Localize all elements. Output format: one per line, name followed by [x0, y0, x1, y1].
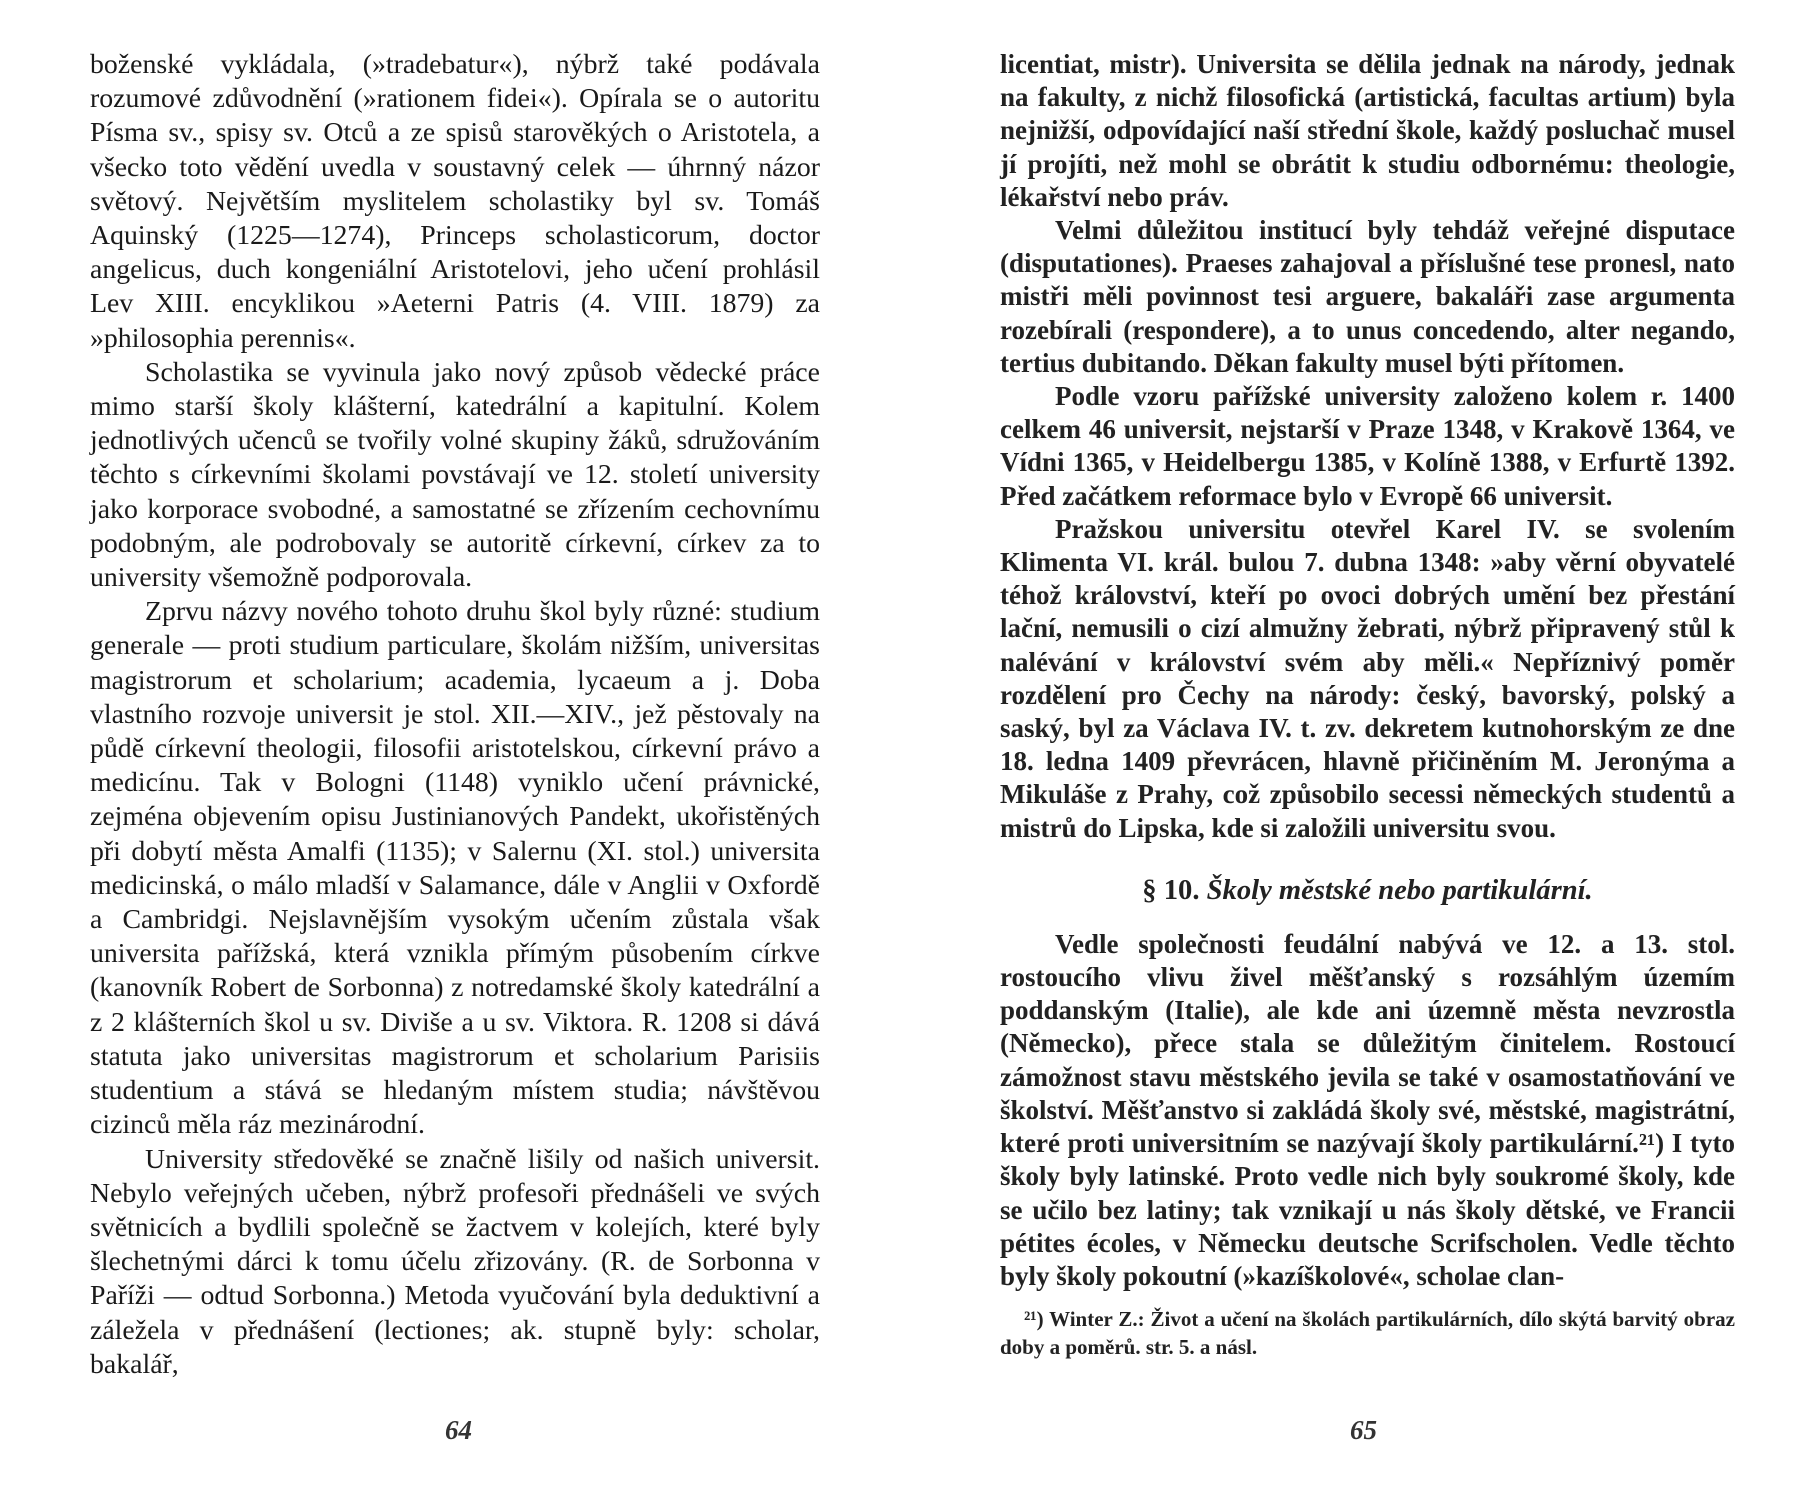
left-paragraph-2: Scholastika se vyvinula jako nový způsob vědecké práce mimo starší školy klášterní, katedrální a kapitulní. Kolem jednotlivých učenců se tvořily volné skupiny žáků, sdružováním těchto s církevními školami povstávají ve 12. století university jako korporace svobodné, a samostatné se zřízením cechovnímu podobným, ale podrobovaly se autoritě církevní, církev za to university všemožně podporovala. [90, 356, 820, 594]
section-title: Školy městské nebo partikulární. [1206, 874, 1593, 906]
left-paragraph-4: University středověké se značně lišily od našich universit. Nebylo veřejných učeben, nýbrž profesoři přednášeli ve svých světnicích a bydlili společně se žactvem v kolejích, které byly šlechetnými dárci k tomu účelu zřizovány. (R. de Sorbonna v Paříži — odtud Sorbonna.) Metoda vyučování byla deduktivní a záležela v přednášení (lectiones; ak. stupně byly: scholar, bakalář, [90, 1143, 820, 1380]
left-text-column [90, 48, 820, 1382]
page-number-left: 64 [445, 1415, 472, 1445]
right-paragraph-4: Pražskou universitu otevřel Karel IV. se svolením Klimenta VI. král. bulou 7. dubna 1348: »aby věrní obyvatelé téhož království, kteří po ovoci dobrých umění bez přestání lační, nemusili o cizí almužny žebrati, nýbrž připravený stůl k nalévání v království svém aby měli.« Nepříznivý poměr rozdělení pro Čechy na národy: český, bavorský, polský a saský, byl za Václava IV. t. zv. dekretem kutnohorským ze dne 18. ledna 1409 převrácen, hlavně přičiněním M. Jeronýma a Mikuláše z Prahy, což způsobilo secessi německých studentů a mistrů do Lipska, kde si založili universitu svou. [1000, 513, 1735, 843]
section-number: § 10. [1142, 874, 1200, 906]
left-paragraph-3: Zprvu názvy nového tohoto druhu škol byly různé: studium generale — proti studium particulare, školám nižším, universitas magistrorum et scholarium; academia, lycaeum a j. Doba vlastního rozvoje universit je stol. XII.—XIV., jež pěstovaly na půdě církevní theologii, filosofii aristotelskou, církevní právo a medicínu. Tak v Bologni (1148) vyniklo učení právnické, zejména objevením opisu Justinianových Pandekt, ukořistěných při dobytí města Amalfi (1135); v Salernu (XI. stol.) universita medicinská, o málo mladší v Salamance, dále v Anglii v Oxfordě a Cambridgi. Nejslavnějším vysokým učením zůstala však universita pařížská, která vznikla přímým působením církve (kanovník Robert de Sorbonna) z notredamské školy katedrální a z 2 klášterních škol u sv. Diviše a u sv. Viktora. R. 1208 si dává statuta jako universitas magistrorum et scholarium Parisiis studentium a stává se hledaným místem studia; návštěvou cizinců měla ráz mezinárodní. [90, 596, 820, 1141]
footnote: ²¹) Winter Z.: Život a učení na školách partikulárních, dílo skýtá barvitý obraz doby a poměrů. str. 5. a násl. [1000, 1307, 1735, 1360]
right-paragraph-5: Vedle společnosti feudální nabývá ve 12. a 13. stol. rostoucího vlivu živel měšťanský s rozsáhlým územím poddanským (Italie), ale kde ani územně města nevzrostla (Německo), přece stala se důležitým činitelem. Rostoucí zámožnost stavu městského jevila se také v osamostatňování ve školství. Měšťanstvo si zakládá školy své, městské, magistrátní, které proti universitním se nazývají školy partikulární.²¹) I tyto školy byly latinské. Proto vedle nich byly soukromé školy, kde se učilo bez latiny; tak vznikají u nás školy dětské, ve Francii pétites écoles, v Německu deutsche Scrifscholen. Vedle těchto byly školy pokoutní (»kazíškolové«, scholae clan- [1000, 928, 1735, 1291]
page-number-right: 65 [1350, 1415, 1377, 1445]
right-paragraph-1: licentiat, mistr). Universita se dělila jednak na národy, jednak na fakulty, z nichž filosofická (artistická, facultas artium) byla nejnižší, odpovídající naší střední škole, každý posluchač musel jí projíti, než mohl se obrátit k studiu odbornému: theologie, lékařství nebo práv. [1000, 49, 1735, 212]
right-page [905, 0, 1810, 1500]
left-paragraph-1: boženské vykládala, (»tradebatur«), nýbrž také podávala rozumové zdůvodnění (»rationem fidei«). Opírala se o autoritu Písma sv., spisy sv. Otců a ze spisů starověkých o Aristotela, a všecko toto vědění uvedla v soustavný celek — úhrnný názor světový. Největším myslitelem scholastiky byl sv. Tomáš Aquinský (1225—1274), Princeps scholasticorum, doctor angelicus, duch kongeniální Aristotelovi, jeho učení prohlásil Lev XIII. encyklikou »Aeterni Patris (4. VIII. 1879) za »philosophia perennis«. [90, 49, 820, 354]
right-paragraph-2: Velmi důležitou institucí byly tehdáž veřejné disputace (disputationes). Praeses zahajoval a příslušné tese pronesl, nato mistři měli povinnost tesi arguere, bakaláři zase argumenta rozebírali (respondere), a to unus concedendo, alter negando, tertius dubitando. Děkan fakulty musel býti přítomen. [1000, 215, 1735, 378]
right-paragraph-3: Podle vzoru pařížské university založeno kolem r. 1400 celkem 46 universit, nejstarší v Praze 1348, v Krakově 1364, ve Vídni 1365, v Heidelbergu 1385, v Kolíně 1388, v Erfurtě 1392. Před začátkem reformace bylo v Evropě 66 universit. [1000, 381, 1735, 511]
section-heading [1000, 873, 1735, 908]
right-text-column [1000, 48, 1735, 1361]
